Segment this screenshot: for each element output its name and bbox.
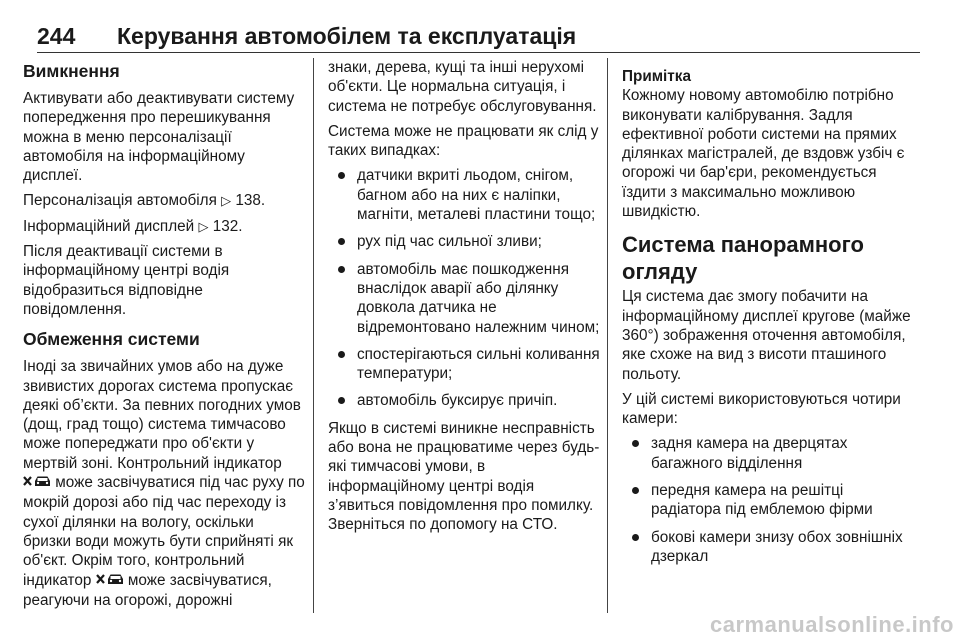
text-part: може засвічуватися під час руху по мокрій дорозі або під час переходу із сухої ділянки на вологу, оскільки бризки води можуть бути сприйняті як об'єкт. Окрім того, контрольний індикатор [23, 474, 305, 589]
paragraph: Якщо в системі виникне несправність або вона не працюватиме через будь-які тимчасові умови, в інформаційному центрі водія з’явиться повідомлення про помилку. Зверніться по допомогу на СТО. [328, 419, 600, 534]
list-item: спостерігаються сильні коливання температури; [328, 345, 600, 384]
note-title: Примітка [622, 68, 691, 85]
list-item: датчики вкриті льодом, снігом, багном або на них є наліпки, магніти, металеві пластини тощо; [328, 166, 600, 224]
list-item: рух під час сильної зливи; [328, 232, 600, 251]
column-divider-2 [607, 58, 608, 613]
paragraph: Система може не працювати як слід у таких випадках: [328, 122, 599, 160]
paragraph: У цій системі використовуються чотири камери: [622, 390, 901, 428]
text-part: Іноді за звичайних умов або на дуже звивистих дорогах система пропускає деякі об’єкти. За певних погодних умов (дощ, град тощо) система тимчасово може попереджати про об'єкти у мертвій зоні. Контрольний індикатор [23, 358, 301, 472]
note-text: Кожному новому автомобілю потрібно виконувати калібрування. Задля ефективної роботи системи на прямих ділянках магістралей, де вздовж узбіч є огорожі чи бар'єри, рекомендується їздити з максимально можливою швидкістю. [622, 87, 905, 221]
page-ref-icon: ▷ [221, 193, 232, 209]
ref-text: Інформаційний дисплей [23, 217, 195, 235]
list-item: бокові камери знизу обох зовнішніх дзеркал [622, 528, 912, 567]
ref-page[interactable]: 132. [212, 217, 243, 235]
paragraph-ref [23, 191, 305, 210]
blind-spot-car-icon [96, 572, 124, 591]
page-ref-icon: ▷ [198, 218, 209, 234]
page-title: Керування автомобілем та експлуатація [117, 23, 577, 49]
column-divider-1 [313, 58, 314, 613]
header-rule [37, 52, 920, 53]
paragraph: Активувати або деактивувати систему попередження про перешикування можна в меню персоналізації автомобіля на інформаційному дисплеї. [23, 90, 295, 185]
paragraph: знаки, дерева, кущі та інші нерухомі об'єкти. Це нормальна ситуація, і система не потребує обслуговування. [328, 59, 597, 115]
paragraph: Ця система дає змогу побачити на інформаційному дисплеї кругове (майже 360°) зображення оточення автомобіля, яке схоже на вид з висоти пташиного польоту. [622, 288, 911, 383]
paragraph-ref [23, 217, 305, 236]
column-1 [23, 58, 305, 616]
paragraph-limits [23, 357, 305, 610]
list-item: автомобіль має пошкодження внаслідок аварії або ділянку довкола датчика не відремонтовано належним чином; [328, 260, 600, 337]
paragraph: Після деактивації системи в інформаційному центрі водія відобразиться відповідне повідомлення. [23, 243, 230, 318]
list-item: передня камера на решітці радіатора під емблемою фірми [622, 481, 912, 520]
column-2 [328, 58, 600, 541]
ref-page[interactable]: 138. [235, 192, 266, 210]
section-heading: Система панорамного огляду [622, 232, 864, 285]
blind-spot-car-icon [23, 474, 51, 493]
text-part: може засвічуватися, реагуючи на огорожі, дорожні [23, 571, 272, 609]
ref-text: Персоналізація автомобіля [23, 192, 217, 210]
watermark: carmanualsonline.info [710, 612, 954, 637]
column-3 [622, 58, 912, 574]
list-item: автомобіль буксирує причіп. [328, 391, 600, 410]
list-item: задня камера на дверцятах багажного відділення [622, 434, 912, 473]
page-number: 244 [37, 23, 76, 49]
heading-limits: Обмеження системи [23, 329, 200, 350]
heading-off: Вимкнення [23, 61, 120, 81]
page-header [37, 22, 920, 52]
